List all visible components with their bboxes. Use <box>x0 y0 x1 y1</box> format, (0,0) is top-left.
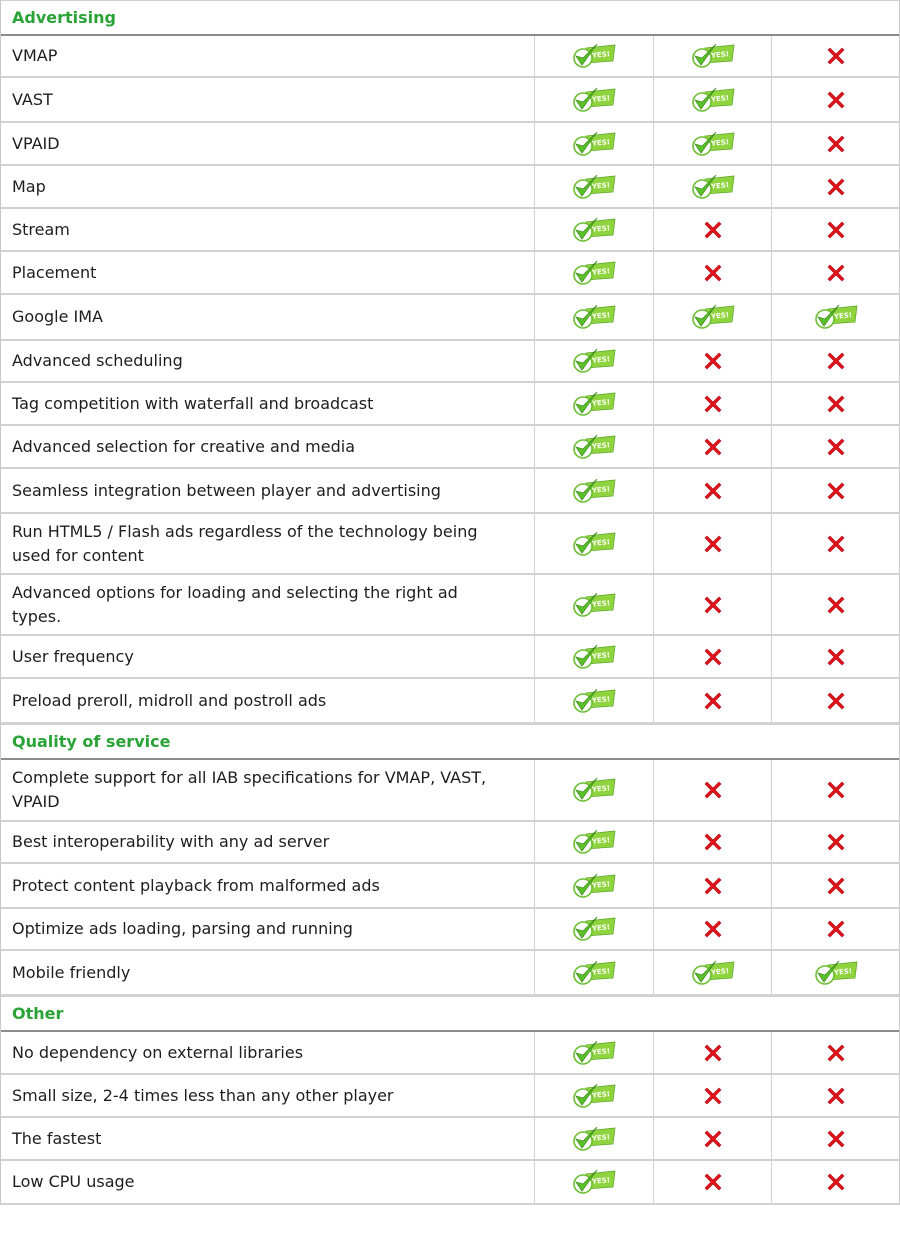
no-cross-icon <box>824 645 848 669</box>
no-cross-icon <box>824 874 848 898</box>
yes-check-icon <box>571 915 617 943</box>
yes-badge-text: YES! <box>591 266 611 277</box>
no-cross-icon <box>701 689 725 713</box>
table-row <box>1 909 899 951</box>
support-cell <box>534 469 653 512</box>
no-cross-icon <box>824 44 848 68</box>
no-cross-icon <box>701 532 725 556</box>
table-row <box>1 679 899 724</box>
yes-check-icon <box>571 1168 617 1196</box>
yes-check-icon <box>571 86 617 114</box>
yes-check-icon <box>571 173 617 201</box>
support-cell <box>771 909 899 949</box>
support-cell <box>534 760 653 820</box>
support-cell <box>534 1161 653 1203</box>
yes-check-icon <box>571 259 617 287</box>
yes-badge-text: YES! <box>710 966 729 977</box>
yes-badge-text: YES! <box>710 50 729 60</box>
support-cell <box>534 951 653 994</box>
support-cell <box>653 679 771 722</box>
yes-check-icon <box>571 776 617 804</box>
no-cross-icon <box>701 645 725 669</box>
no-cross-icon <box>824 1041 848 1065</box>
no-cross-icon <box>701 1170 725 1194</box>
feature-label: Complete support for all IAB specifications for VMAP, VAST, VPAID <box>12 768 487 811</box>
yes-check-icon <box>571 872 617 900</box>
section-title: Quality of service <box>12 732 171 751</box>
yes-badge-text: YES! <box>591 966 611 977</box>
table-row <box>1 575 899 636</box>
yes-check-icon <box>571 433 617 461</box>
section-title: Advertising <box>12 8 116 27</box>
support-cell <box>534 575 653 634</box>
no-cross-icon <box>701 1127 725 1151</box>
feature-label: Mobile friendly <box>12 962 131 982</box>
support-cell <box>534 295 653 339</box>
yes-check-icon <box>690 130 736 158</box>
support-cell <box>771 123 899 164</box>
yes-badge-text: YES! <box>591 836 611 846</box>
support-cell <box>771 1118 899 1159</box>
section-title: Other <box>12 1004 64 1023</box>
feature-label: Low CPU usage <box>12 1172 135 1191</box>
no-cross-icon <box>701 593 725 617</box>
support-cell <box>653 341 771 381</box>
feature-label: Optimize ads loading, parsing and running <box>12 919 353 938</box>
yes-badge-text: YES! <box>710 137 729 148</box>
no-cross-icon <box>824 778 848 802</box>
yes-check-icon <box>571 42 617 70</box>
yes-badge-text: YES! <box>591 1046 611 1057</box>
support-cell <box>534 78 653 121</box>
feature-label: Small size, 2-4 times less than any other player <box>12 1085 394 1105</box>
table-row <box>1 383 899 426</box>
yes-check-icon <box>571 643 617 671</box>
feature-label: Protect content playback from malformed ads <box>12 875 380 895</box>
yes-badge-text: YES! <box>591 598 611 609</box>
no-cross-icon <box>824 88 848 112</box>
support-cell <box>771 1032 899 1073</box>
yes-check-icon <box>571 959 617 987</box>
support-cell <box>534 636 653 677</box>
support-cell <box>653 1075 771 1116</box>
support-cell <box>653 123 771 164</box>
no-cross-icon <box>701 778 725 802</box>
support-cell <box>653 636 771 677</box>
table-row <box>1 1118 899 1161</box>
support-cell <box>653 36 771 76</box>
support-cell <box>653 822 771 862</box>
feature-label: Placement <box>12 262 97 282</box>
no-cross-icon <box>824 392 848 416</box>
support-cell <box>534 166 653 207</box>
yes-badge-text: YES! <box>591 537 611 548</box>
yes-badge-text: YES! <box>591 440 611 451</box>
table-row <box>1 636 899 679</box>
feature-label: Best interoperability with any ad server <box>12 832 330 851</box>
no-cross-icon <box>824 218 848 242</box>
support-cell <box>534 909 653 949</box>
feature-label: Preload preroll, midroll and postroll ads <box>12 690 327 710</box>
section-header <box>1 724 899 760</box>
support-cell <box>534 1118 653 1159</box>
table-row <box>1 341 899 383</box>
support-cell <box>653 864 771 907</box>
yes-badge-text: YES! <box>833 311 852 321</box>
no-cross-icon <box>824 349 848 373</box>
support-cell <box>771 295 899 339</box>
no-cross-icon <box>824 593 848 617</box>
support-cell <box>653 166 771 207</box>
support-cell <box>534 1032 653 1073</box>
table-row <box>1 295 899 341</box>
support-cell <box>653 383 771 424</box>
support-cell <box>653 575 771 634</box>
no-cross-icon <box>824 917 848 941</box>
support-cell <box>534 864 653 907</box>
yes-check-icon <box>813 959 859 987</box>
support-cell <box>653 469 771 512</box>
feature-label: VMAP <box>12 46 58 65</box>
feature-label: Advanced selection for creative and media <box>12 436 356 456</box>
yes-badge-text: YES! <box>591 311 611 321</box>
support-cell <box>771 514 899 573</box>
table-row <box>1 822 899 864</box>
yes-check-icon <box>690 173 736 201</box>
yes-badge-text: YES! <box>591 137 611 148</box>
yes-badge-text: YES! <box>591 879 611 890</box>
no-cross-icon <box>824 532 848 556</box>
support-cell <box>534 123 653 164</box>
yes-check-icon <box>571 216 617 244</box>
support-cell <box>771 426 899 467</box>
no-cross-icon <box>701 218 725 242</box>
support-cell <box>653 1032 771 1073</box>
support-cell <box>771 1075 899 1116</box>
no-cross-icon <box>824 1084 848 1108</box>
no-cross-icon <box>824 830 848 854</box>
yes-check-icon <box>571 687 617 715</box>
no-cross-icon <box>824 479 848 503</box>
feature-label: Map <box>12 176 46 196</box>
support-cell <box>771 1161 899 1203</box>
support-cell <box>534 426 653 467</box>
support-cell <box>653 252 771 293</box>
support-cell <box>534 209 653 250</box>
support-cell <box>771 78 899 121</box>
support-cell <box>771 209 899 250</box>
support-cell <box>534 341 653 381</box>
feature-label: Run HTML5 / Flash ads regardless of the technology being used for content <box>12 521 478 565</box>
table-row <box>1 78 899 123</box>
yes-badge-text: YES! <box>591 50 611 60</box>
support-cell <box>771 252 899 293</box>
yes-badge-text: YES! <box>591 484 611 495</box>
feature-label: Advanced options for loading and selecting the right ad types. <box>12 582 458 626</box>
yes-check-icon <box>571 477 617 505</box>
no-cross-icon <box>701 830 725 854</box>
yes-check-icon <box>690 959 736 987</box>
no-cross-icon <box>824 175 848 199</box>
support-cell <box>534 383 653 424</box>
table-row <box>1 951 899 996</box>
section-header <box>1 996 899 1032</box>
support-cell <box>771 679 899 722</box>
support-cell <box>534 1075 653 1116</box>
table-row <box>1 123 899 166</box>
support-cell <box>771 864 899 907</box>
no-cross-icon <box>701 261 725 285</box>
yes-check-icon <box>813 303 859 331</box>
feature-label: Seamless integration between player and advertising <box>12 480 441 500</box>
yes-check-icon <box>571 1039 617 1067</box>
no-cross-icon <box>824 435 848 459</box>
no-cross-icon <box>824 1127 848 1151</box>
support-cell <box>653 1118 771 1159</box>
no-cross-icon <box>701 435 725 459</box>
yes-badge-text: YES! <box>710 311 729 321</box>
table-row <box>1 514 899 575</box>
feature-label: Advanced scheduling <box>12 351 183 370</box>
support-cell <box>771 636 899 677</box>
support-cell <box>653 760 771 820</box>
table-row <box>1 209 899 252</box>
no-cross-icon <box>701 349 725 373</box>
support-cell <box>771 341 899 381</box>
yes-badge-text: YES! <box>591 1176 611 1186</box>
feature-label: No dependency on external libraries <box>12 1042 304 1062</box>
table-row <box>1 469 899 514</box>
yes-check-icon <box>690 86 736 114</box>
table-row <box>1 36 899 78</box>
no-cross-icon <box>824 1170 848 1194</box>
yes-badge-text: YES! <box>591 650 611 661</box>
support-cell <box>653 909 771 949</box>
yes-check-icon <box>571 347 617 375</box>
yes-check-icon <box>571 1125 617 1153</box>
support-cell <box>653 78 771 121</box>
no-cross-icon <box>824 689 848 713</box>
table-row <box>1 1075 899 1118</box>
no-cross-icon <box>701 917 725 941</box>
support-cell <box>534 679 653 722</box>
support-cell <box>653 514 771 573</box>
support-cell <box>534 514 653 573</box>
yes-check-icon <box>571 530 617 558</box>
yes-badge-text: YES! <box>710 93 729 104</box>
support-cell <box>771 383 899 424</box>
no-cross-icon <box>824 132 848 156</box>
no-cross-icon <box>701 392 725 416</box>
yes-badge-text: YES! <box>591 355 611 365</box>
feature-label: User frequency <box>12 646 134 666</box>
yes-check-icon <box>571 130 617 158</box>
yes-badge-text: YES! <box>591 397 611 408</box>
support-cell <box>653 951 771 994</box>
support-cell <box>653 426 771 467</box>
yes-badge-text: YES! <box>591 1089 611 1100</box>
support-cell <box>653 295 771 339</box>
support-cell <box>653 209 771 250</box>
support-cell <box>771 166 899 207</box>
table-row <box>1 1032 899 1075</box>
support-cell <box>653 1161 771 1203</box>
yes-badge-text: YES! <box>591 93 611 104</box>
no-cross-icon <box>701 874 725 898</box>
yes-badge-text: YES! <box>591 180 611 191</box>
no-cross-icon <box>701 479 725 503</box>
support-cell <box>771 951 899 994</box>
support-cell <box>534 252 653 293</box>
yes-check-icon <box>571 390 617 418</box>
yes-check-icon <box>571 828 617 856</box>
support-cell <box>771 36 899 76</box>
yes-badge-text: YES! <box>591 923 611 933</box>
yes-check-icon <box>571 591 617 619</box>
no-cross-icon <box>701 1084 725 1108</box>
yes-check-icon <box>571 303 617 331</box>
section-header <box>1 0 899 36</box>
table-row <box>1 760 899 822</box>
yes-badge-text: YES! <box>591 784 611 794</box>
feature-label: Stream <box>12 219 70 239</box>
yes-badge-text: YES! <box>591 1132 611 1143</box>
support-cell <box>771 469 899 512</box>
table-row <box>1 426 899 469</box>
table-row <box>1 252 899 295</box>
table-row <box>1 1161 899 1205</box>
support-cell <box>534 36 653 76</box>
yes-badge-text: YES! <box>710 180 729 191</box>
no-cross-icon <box>701 1041 725 1065</box>
feature-label: VAST <box>12 89 53 109</box>
yes-badge-text: YES! <box>591 223 611 234</box>
no-cross-icon <box>824 261 848 285</box>
yes-check-icon <box>571 1082 617 1110</box>
support-cell <box>771 822 899 862</box>
table-row <box>1 166 899 209</box>
feature-label: Tag competition with waterfall and broadcast <box>12 393 374 413</box>
yes-check-icon <box>690 303 736 331</box>
feature-label: The fastest <box>12 1128 102 1148</box>
support-cell <box>771 575 899 634</box>
feature-label: Google IMA <box>12 307 103 326</box>
feature-label: VPAID <box>12 133 60 153</box>
yes-check-icon <box>690 42 736 70</box>
table-row <box>1 864 899 909</box>
support-cell <box>534 822 653 862</box>
support-cell <box>771 760 899 820</box>
yes-badge-text: YES! <box>591 694 611 705</box>
yes-badge-text: YES! <box>833 966 852 977</box>
